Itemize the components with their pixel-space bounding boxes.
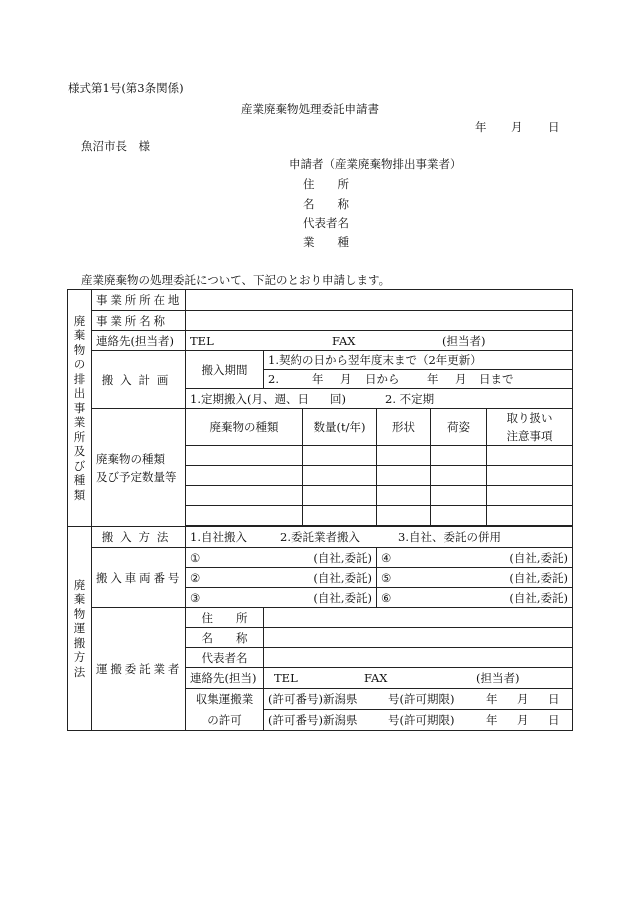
waste-row-1-packing[interactable] [431,446,487,466]
waste-row-4-qty[interactable] [303,506,377,526]
applicant-representative-label: 代表者名 [303,216,349,230]
waste-row-1-type[interactable] [186,446,303,466]
permit-row-1[interactable]: (許可番号)新潟県 号(許可期限) 年 月 日 [264,689,573,710]
waste-row-4-packing[interactable] [431,506,487,526]
application-form-table [67,289,573,731]
period-option-2[interactable]: 2. 年 月 日から 年 月 日まで [264,370,573,389]
contractor-address-field[interactable] [264,608,573,628]
contact-field[interactable] [186,331,573,351]
vehicle-5[interactable]: ⑤ (自社,委託) [377,568,573,588]
form-number: 様式第1号(第3条関係) [68,81,184,95]
date-day: 日 [548,120,560,134]
waste-row-2-packing[interactable] [431,466,487,486]
waste-row-2-form[interactable] [377,466,431,486]
vehicle-2[interactable]: ② (自社,委託) [186,568,377,588]
col-waste-type: 廃棄物の種類 [186,409,303,446]
waste-row-1-qty[interactable] [303,446,377,466]
col-notes: 取り扱い 注意事項 [487,409,573,446]
contact-label: 連絡先(担当者) [92,331,186,351]
schedule-options[interactable]: 1.定期搬入(月、週、日 回) 2. 不定期 [186,389,573,409]
applicant-industry-label: 業 種 [303,235,349,249]
contractor-rep-field[interactable] [264,648,573,668]
office-name-field[interactable] [186,311,573,331]
addressee: 魚沼市長 様 [81,139,150,153]
contractor-rep-label: 代表者名 [186,648,264,668]
office-name-label: 事業所名称 [92,311,186,331]
contractor-label: 運搬委託業者 [92,608,186,731]
waste-row-3-packing[interactable] [431,486,487,506]
waste-row-3-type[interactable] [186,486,303,506]
contractor-name-field[interactable] [264,628,573,648]
waste-row-4-type[interactable] [186,506,303,526]
plan-label: 搬入計画 [92,351,186,409]
section1-side-label: 廃棄物の排出事業所及び種類 [68,290,92,527]
waste-row-3-qty[interactable] [303,486,377,506]
waste-row-4-form[interactable] [377,506,431,526]
vehicle-4[interactable]: ④ (自社,委託) [377,548,573,568]
method-options[interactable]: 1.自社搬入 2.委託業者搬入 3.自社、委託の併用 [186,527,573,548]
period-label: 搬入期間 [186,351,264,389]
vehicle-1[interactable]: ① (自社,委託) [186,548,377,568]
person-label: (担当者) [442,333,486,348]
date-month: 月 [511,120,523,134]
permit-label: 収集運搬業 の許可 [186,689,264,731]
contractor-contact-label: 連絡先(担当) [186,668,264,689]
intro-text: 産業廃棄物の処理委託について、下記のとおり申請します。 [81,273,391,287]
waste-row-2-qty[interactable] [303,466,377,486]
col-form: 形状 [377,409,431,446]
waste-type-label: 廃棄物の種類 及び予定数量等 [92,409,186,527]
permit-row-2[interactable]: (許可番号)新潟県 号(許可期限) 年 月 日 [264,710,573,731]
col-packing: 荷姿 [431,409,487,446]
period-option-1[interactable]: 1.契約の日から翌年度末まで（2年更新） [264,351,573,370]
col-quantity: 数量(t/年) [303,409,377,446]
vehicle-3[interactable]: ③ (自社,委託) [186,588,377,608]
waste-row-3-form[interactable] [377,486,431,506]
fax-label: FAX [332,333,356,348]
applicant-name-label: 名 称 [303,197,349,211]
applicant-address-label: 住 所 [303,177,349,191]
contractor-address-label: 住 所 [186,608,264,628]
contractor-name-label: 名 称 [186,628,264,648]
section2-side-label: 廃棄物運搬方法 [68,527,92,731]
waste-row-2-type[interactable] [186,466,303,486]
waste-row-3-notes[interactable] [487,486,573,506]
waste-row-1-notes[interactable] [487,446,573,466]
contractor-contact-field[interactable]: TEL FAX (担当者) [264,668,573,689]
tel-label: TEL [190,333,214,348]
applicant-heading: 申請者（産業廃棄物排出事業者） [289,157,462,171]
vehicle-label: 搬入車両番号 [92,548,186,608]
office-location-label: 事業所所在地 [92,290,186,311]
office-location-field[interactable] [186,290,573,311]
date-year: 年 [475,120,487,134]
waste-row-2-notes[interactable] [487,466,573,486]
waste-row-1-form[interactable] [377,446,431,466]
method-label: 搬入方法 [92,527,186,548]
vehicle-6[interactable]: ⑥ (自社,委託) [377,588,573,608]
document-title: 産業廃棄物処理委託申請書 [241,102,379,116]
waste-row-4-notes[interactable] [487,506,573,526]
